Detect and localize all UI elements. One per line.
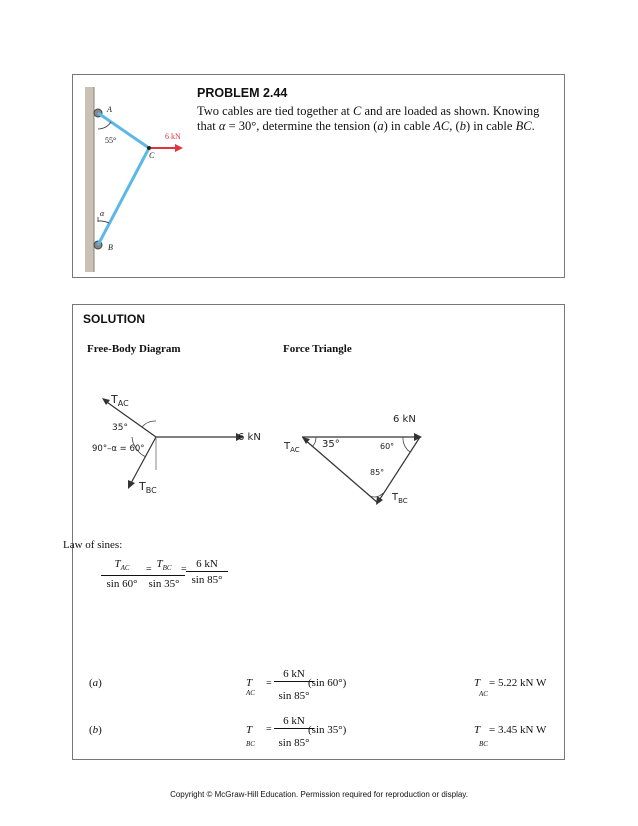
knot-c xyxy=(147,146,151,150)
tri-force-label: 6 kN xyxy=(393,414,416,425)
problem-title: PROBLEM 2.44 xyxy=(197,86,288,100)
part-a-result-t: T xyxy=(474,677,481,689)
law-eq-2: = xyxy=(181,564,187,575)
angle-alpha: α xyxy=(100,209,105,218)
cable-bc xyxy=(98,148,149,245)
fbd-arc-35 xyxy=(142,421,156,427)
tri-angle-60: 60° xyxy=(380,442,395,451)
angle-arc-top xyxy=(98,122,111,129)
load-arrowhead xyxy=(175,144,183,152)
part-b-eq: = xyxy=(266,724,272,735)
angle-top: 55° xyxy=(105,136,117,145)
tri-tbc-label: $T_{BC}$ xyxy=(392,492,408,505)
tri-angle-85: 85° xyxy=(370,468,385,477)
wall xyxy=(85,87,94,272)
law-fraction-2: $T_{BC}$ sin 35° xyxy=(143,557,185,592)
law-fraction-1: $T_{AC}$ sin 60° xyxy=(101,557,143,592)
part-b-t: T xyxy=(246,724,253,736)
law-label: Law of sines: xyxy=(63,539,123,551)
part-a-result: = 5.22 kN W xyxy=(489,677,547,689)
alpha-arc xyxy=(98,221,109,223)
tri-tbc-arrowhead xyxy=(376,496,383,505)
problem-box xyxy=(72,74,565,278)
part-b-fraction: $\frac{6 kN}{\sin 85^\circ}$ xyxy=(274,714,314,751)
tri-tac-side xyxy=(304,439,378,503)
label-b: B xyxy=(108,243,113,252)
load-label: 6 kN xyxy=(165,132,181,141)
part-b-sub: BC xyxy=(246,740,255,748)
fbd-tac-label: $T_{AC}$ xyxy=(111,393,129,409)
part-a-t: T xyxy=(246,677,253,689)
label-a: A xyxy=(107,105,112,114)
part-a-eq: = xyxy=(266,678,272,689)
part-a-label: (a) xyxy=(89,677,102,689)
tri-arc-60 xyxy=(403,437,410,452)
part-a-result-sub: AC xyxy=(479,690,488,698)
part-a-fraction: $\frac{6 kN}{\sin 85^\circ}$ xyxy=(274,667,314,704)
part-a-sub: AC xyxy=(246,689,255,697)
tri-arc-35 xyxy=(312,437,316,447)
part-a-factor: (sin 60°) xyxy=(308,677,347,689)
solution-heading: SOLUTION xyxy=(83,312,145,326)
fbd-angle-35: 35° xyxy=(112,423,128,433)
label-c: C xyxy=(149,151,155,160)
law-fraction-3: $\frac{6 kN}{\sin 85^\circ}$ xyxy=(186,557,228,588)
fbd-angle-expr: 90°–α = 60° xyxy=(92,444,145,454)
part-b-result-t: T xyxy=(474,724,481,736)
copyright-footer: Copyright © McGraw-Hill Education. Permission required for reproduction or display. xyxy=(170,790,468,799)
problem-figure xyxy=(79,77,189,277)
force-triangle xyxy=(290,425,440,525)
fbd-tbc-label: $T_{BC}$ xyxy=(139,480,157,496)
part-b-result-sub: BC xyxy=(479,740,488,748)
fbd-force-label: 6 kN xyxy=(238,432,261,443)
problem-statement: Two cables are tied together at C and are loaded as shown. Knowing that α = 30°, determine the tension (a) in cable AC, (b) in cable BC. xyxy=(197,104,540,133)
tri-tac-label: $T_{AC}$ xyxy=(284,441,300,454)
solution-box xyxy=(72,304,565,760)
fbd-title: Free-Body Diagram xyxy=(87,343,181,355)
law-eq-1: = xyxy=(146,564,152,575)
tri-angle-35: 35° xyxy=(322,439,340,450)
part-b-label: (b) xyxy=(89,724,102,736)
part-b-factor: (sin 35°) xyxy=(308,724,347,736)
triangle-title: Force Triangle xyxy=(283,343,352,355)
part-b-result: = 3.45 kN W xyxy=(489,724,547,736)
